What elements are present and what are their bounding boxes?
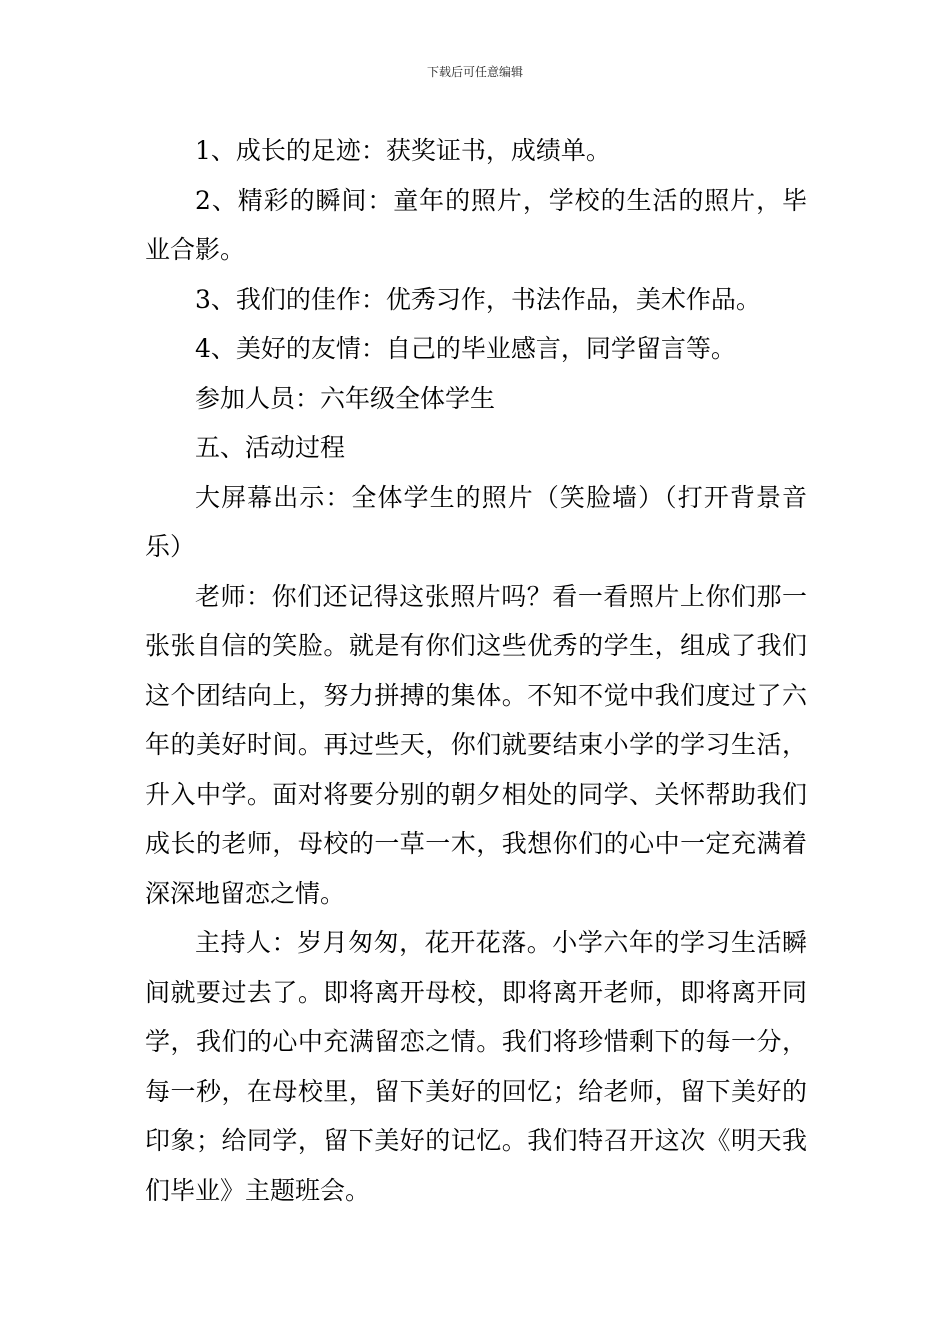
section-heading-activity-process: 五、活动过程 [195, 433, 346, 462]
paragraph-teacher-speech: 老师：你们还记得这张照片吗？看一看照片上你们那一张张自信的笑脸。就是有你们这些优秀的学生，组成了我们这个团结向上，努力拼搏的集体。不知不觉中我们度过了六年的美好时间。再过些天，你们就要结束小学的学习生活，升入中学。面对将要分别的朝夕相处的同学、关怀帮助我们成长的老师，母校的一草一木，我想你们的心中一定充满着深深地留恋之情。 [145, 581, 807, 908]
paragraph-friendship: 4、美好的友情：自己的毕业感言，同学留言等。 [195, 334, 736, 363]
paragraph-host-speech: 主持人：岁月匆匆，花开花落。小学六年的学习生活瞬间就要过去了。即将离开母校，即将离开老师，即将离开同学，我们的心中充满留恋之情。我们将珍惜剩下的每一分，每一秒，在母校里，留下美好的回忆；给老师，留下美好的印象；给同学，留下美好的记忆。我们特召开这次《明天我们毕业》主题班会。 [145, 928, 807, 1205]
paragraph-wonderful-moments: 2、精彩的瞬间：童年的照片，学校的生活的照片，毕业合影。 [145, 185, 807, 264]
page-header: 下载后可任意编辑 [426, 65, 523, 79]
paragraph-big-screen: 大屏幕出示：全体学生的照片（笑脸墙）（打开背景音乐） [145, 482, 807, 561]
paragraph-participants: 参加人员：六年级全体学生 [195, 383, 496, 413]
document-body [145, 126, 807, 1215]
paragraph-growth-footprints: 1、成长的足迹：获奖证书，成绩单。 [195, 136, 611, 165]
paragraph-our-works: 3、我们的佳作：优秀习作，书法作品，美术作品。 [195, 284, 761, 314]
